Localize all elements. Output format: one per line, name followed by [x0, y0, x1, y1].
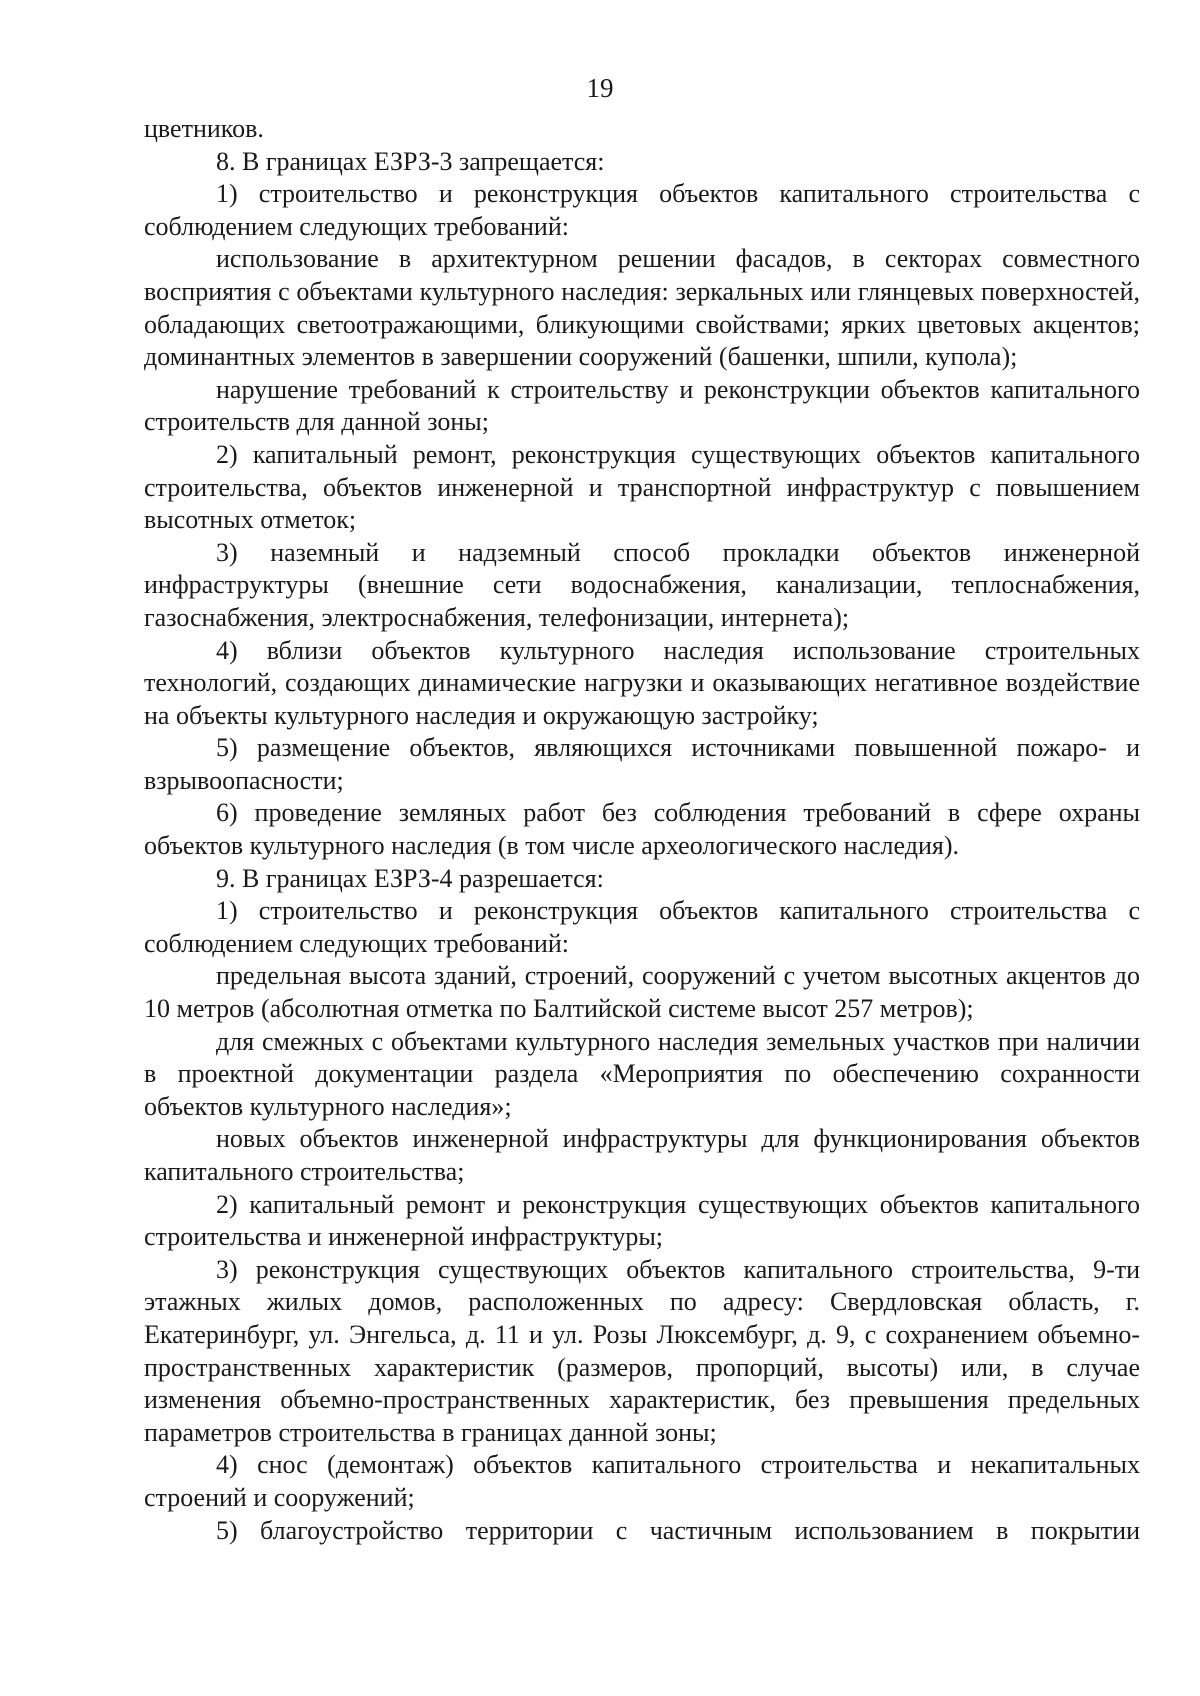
paragraph: 8. В границах ЕЗРЗ-3 запрещается: — [216, 146, 605, 176]
paragraph: нарушение требований к строительству и реконструкции объектов капитального строительств для данной зоны; — [144, 374, 1140, 437]
paragraph: 1) строительство и реконструкция объектов капитального строительства с соблюдением следующих требований: — [144, 179, 1140, 241]
paragraph: для смежных с объектами культурного наследия земельных участков при наличии в проектной документации раздела «Мероприятия по обеспечению сохранности объектов культурного наследия»; — [144, 1026, 1140, 1121]
paragraph: 3) наземный и надземный способ прокладки объектов инженерной инфраструктуры (внешние сети водоснабжения, канализации, теплоснабжения, газоснабжения, электроснабжения, телефонизации, интернета); — [144, 537, 1140, 632]
paragraph: новых объектов инженерной инфраструктуры для функционирования объектов капитального строительства; — [144, 1124, 1140, 1186]
paragraph: 6) проведение земляных работ без соблюдения требований в сфере охраны объектов культурного наследия (в том числе археологического наследия). — [144, 798, 1140, 861]
document-body — [144, 113, 1140, 1547]
paragraph: 5) размещение объектов, являющихся источниками повышенной пожаро- и взрывоопасности; — [144, 733, 1140, 795]
paragraph: 3) реконструкция существующих объектов капитального строительства, 9-ти этажных жилых домов, расположенных по адресу: Свердловская область, г. Екатеринбург, ул. Энгельса, д. 11 и ул. Розы Люксембург, д. 9, с сохранением объемно-пространственных характеристик (размеров, пропорций, высоты) или, в случае изменения объемно-пространственных характеристик, без превышения предельных параметров строительства в границах данной зоны; — [144, 1254, 1140, 1447]
paragraph: 2) капитальный ремонт, реконструкция существующих объектов капитального строительства, объектов инженерной и транспортной инфраструктур с повышением высотных отметок; — [144, 439, 1140, 535]
page-number: 19 — [586, 73, 614, 103]
paragraph: 4) снос (демонтаж) объектов капитального строительства и некапитальных строений и сооружений; — [144, 1450, 1140, 1512]
paragraph: предельная высота зданий, строений, сооружений с учетом высотных акцентов до 10 метров (абсолютная отметка по Балтийской системе высот 257 метров); — [144, 961, 1140, 1024]
paragraph: цветников. — [144, 114, 264, 143]
paragraph: использование в архитектурном решении фасадов, в секторах совместного восприятия с объектами культурного наследия: зеркальных или глянцевых поверхностей, обладающих светоотражающими, бликующими свойствами; ярких цветовых акцентов; доминантных элементов в завершении сооружений (башенки, шпили, купола); — [144, 244, 1140, 372]
paragraph: 5) благоустройство территории с частичным использованием в покрытии — [216, 1515, 1140, 1545]
paragraph: 4) вблизи объектов культурного наследия использование строительных технологий, создающих динамические нагрузки и оказывающих негативное воздействие на объекты культурного наследия и окружающую застройку; — [144, 635, 1140, 730]
paragraph: 2) капитальный ремонт и реконструкция существующих объектов капитального строительства и инженерной инфраструктуры; — [144, 1189, 1140, 1252]
paragraph: 9. В границах ЕЗРЗ-4 разрешается: — [216, 863, 604, 893]
paragraph: 1) строительство и реконструкция объектов капитального строительства с соблюдением следующих требований: — [144, 896, 1140, 958]
